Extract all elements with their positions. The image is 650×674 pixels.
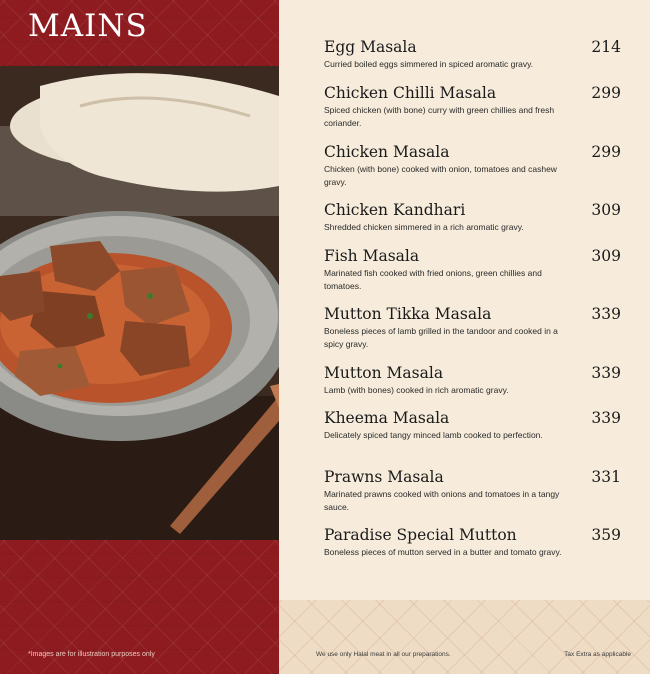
item-description: Lamb (with bones) cooked in rich aromatic gravy. (324, 385, 509, 395)
item-price: 309 (591, 201, 621, 219)
item-name: Paradise Special Mutton (324, 526, 517, 544)
item-description: Chicken (with bone) cooked with onion, tomatoes and cashew gravy. (324, 164, 557, 187)
dish-photo (0, 66, 279, 540)
pattern-footer-light (279, 600, 650, 674)
item-description: Marinated fish cooked with fried onions, green chillies and tomatoes. (324, 268, 542, 291)
item-description: Curried boiled eggs simmered in spiced aromatic gravy. (324, 59, 534, 69)
dish-illustration (0, 66, 279, 540)
item-name: Mutton Tikka Masala (324, 305, 492, 323)
item-name: Egg Masala (324, 38, 417, 56)
item-name: Mutton Masala (324, 364, 444, 382)
halal-note: We use only Halal meat in all our preparations. (316, 651, 451, 658)
item-description: Shredded chicken simmered in a rich aromatic gravy. (324, 222, 524, 232)
item-name: Kheema Masala (324, 409, 450, 427)
item-name: Chicken Masala (324, 143, 450, 161)
item-description: Marinated prawns cooked with onions and tomatoes in a tangy sauce. (324, 489, 560, 512)
item-price: 339 (591, 305, 621, 323)
item-name: Chicken Chilli Masala (324, 84, 497, 102)
item-name: Chicken Kandhari (324, 201, 466, 219)
item-price: 299 (591, 84, 621, 102)
item-name: Fish Masala (324, 247, 420, 265)
tax-note: Tax Extra as applicable (564, 651, 631, 658)
menu-panel (279, 0, 650, 674)
item-description: Spiced chicken (with bone) curry with green chillies and fresh coriander. (324, 105, 555, 128)
item-price: 339 (591, 364, 621, 382)
item-description: Boneless pieces of lamb grilled in the tandoor and cooked in a spicy gravy. (324, 326, 558, 349)
left-panel (0, 0, 279, 674)
item-price: 339 (591, 409, 621, 427)
item-name: Prawns Masala (324, 468, 444, 486)
item-description: Delicately spiced tangy minced lamb cooked to perfection. (324, 430, 543, 440)
item-price: 299 (591, 143, 621, 161)
item-price: 309 (591, 247, 621, 265)
illustration-note: *Images are for illustration purposes only (28, 651, 155, 658)
item-price: 331 (591, 468, 621, 486)
item-price: 214 (591, 38, 621, 56)
item-price: 359 (591, 526, 621, 544)
item-description: Boneless pieces of mutton served in a butter and tomato gravy. (324, 547, 562, 557)
section-title: MAINS (28, 8, 148, 44)
